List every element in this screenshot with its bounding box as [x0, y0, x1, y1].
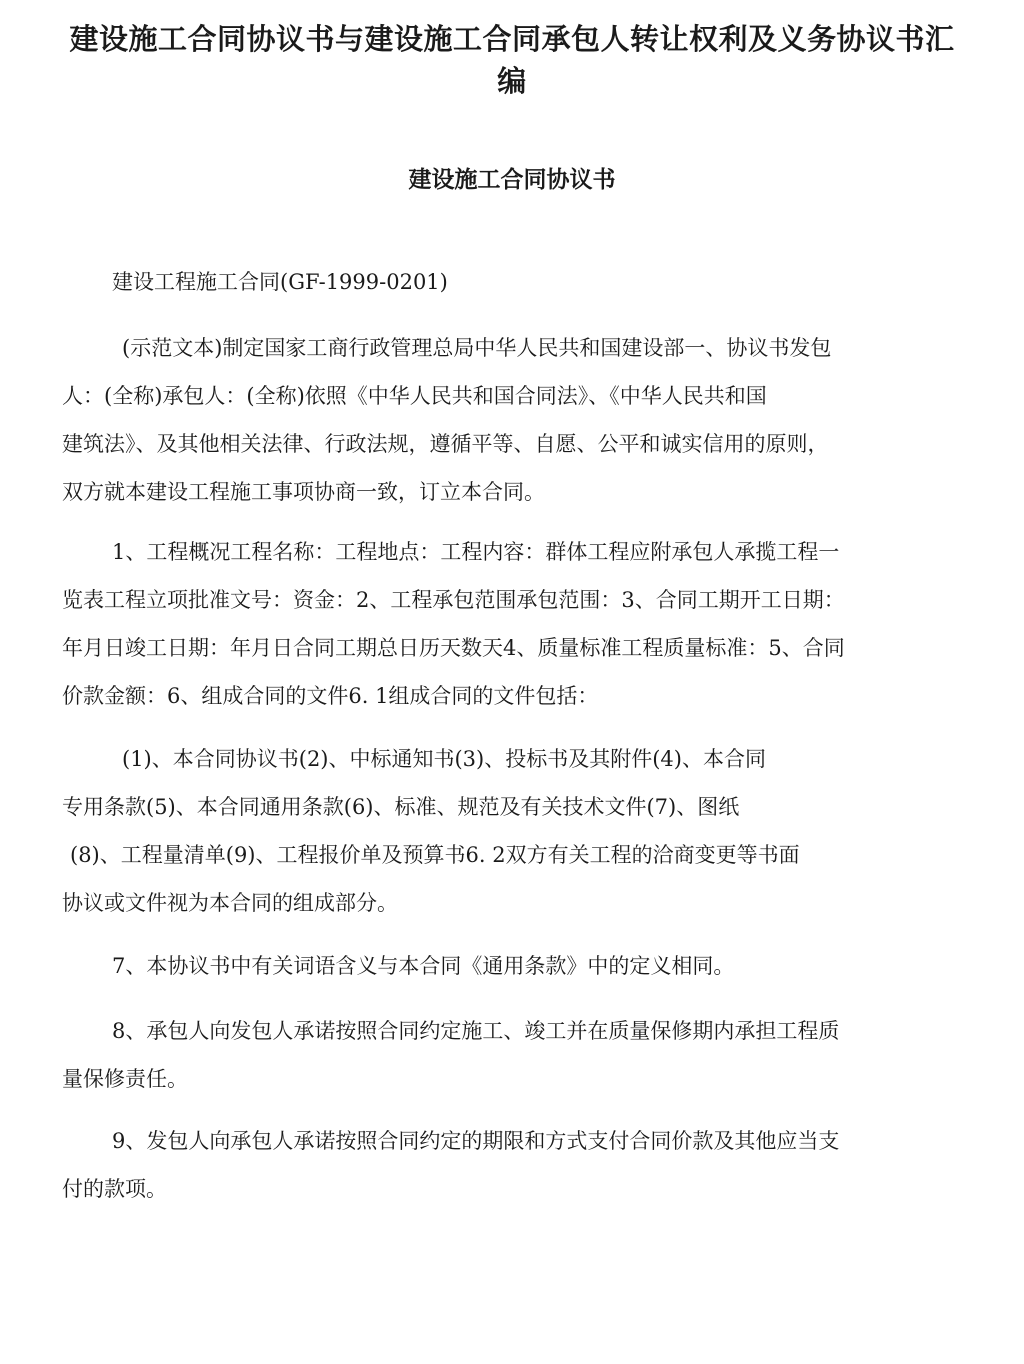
paragraph-clause-9: [62, 1117, 922, 1213]
document-title: 建设施工合同协议书与建设施工合同承包人转让权利及义务协议书汇编: [69, 22, 955, 98]
paragraph-line: 建设工程施工合同(GF-1999-0201): [112, 270, 448, 294]
paragraph-line: 7、本协议书中有关词语含义与本合同《通用条款》中的定义相同。: [112, 954, 735, 978]
paragraph-preamble: [62, 324, 922, 516]
section-title: 建设施工合同协议书: [408, 167, 616, 193]
paragraph-line: 专用条款(5)、本合同通用条款(6)、标准、规范及有关技术文件(7)、图纸: [62, 795, 740, 819]
paragraph-project-overview: [62, 528, 922, 720]
paragraph-contract-documents: [62, 735, 922, 927]
paragraph-line: 年月日竣工日期：年月日合同工期总日历天数天4、质量标准工程质量标准：5、合同: [62, 636, 845, 660]
paragraph-line: (1)、本合同协议书(2)、中标通知书(3)、投标书及其附件(4)、本合同: [122, 747, 766, 771]
paragraph-line: 8、承包人向发包人承诺按照合同约定施工、竣工并在质量保修期内承担工程质: [112, 1019, 840, 1043]
paragraph-line: 协议或文件视为本合同的组成部分。: [62, 891, 398, 915]
paragraph-line: 付的款项。: [62, 1177, 167, 1201]
paragraph-line: 览表工程立项批准文号：资金：2、工程承包范围承包范围：3、合同工期开工日期：: [62, 588, 845, 612]
paragraph-clause-8: [62, 1007, 922, 1103]
paragraph-line: 量保修责任。: [62, 1067, 188, 1091]
paragraph-line: 人：(全称)承包人：(全称)依照《中华人民共和国合同法》、《中华人民共和国: [62, 384, 767, 408]
paragraph-clause-7: [62, 942, 922, 990]
paragraph-line: 价款金额：6、组成合同的文件6. 1组成合同的文件包括：: [62, 684, 599, 708]
paragraph-line: (示范文本)制定国家工商行政管理总局中华人民共和国建设部一、协议书发包: [122, 336, 832, 360]
paragraph-line: 1、工程概况工程名称：工程地点：工程内容：群体工程应附承包人承揽工程一: [112, 540, 840, 564]
paragraph-line: 双方就本建设工程施工事项协商一致，订立本合同。: [62, 480, 545, 504]
paragraph-line: (8)、工程量清单(9)、工程报价单及预算书6. 2双方有关工程的洽商变更等书面: [70, 843, 800, 867]
paragraph-line: 建筑法》、及其他相关法律、行政法规，遵循平等、自愿、公平和诚实信用的原则，: [62, 432, 829, 456]
paragraph-contract-code: [62, 258, 922, 306]
paragraph-line: 9、发包人向承包人承诺按照合同约定的期限和方式支付合同价款及其他应当支: [112, 1129, 840, 1153]
